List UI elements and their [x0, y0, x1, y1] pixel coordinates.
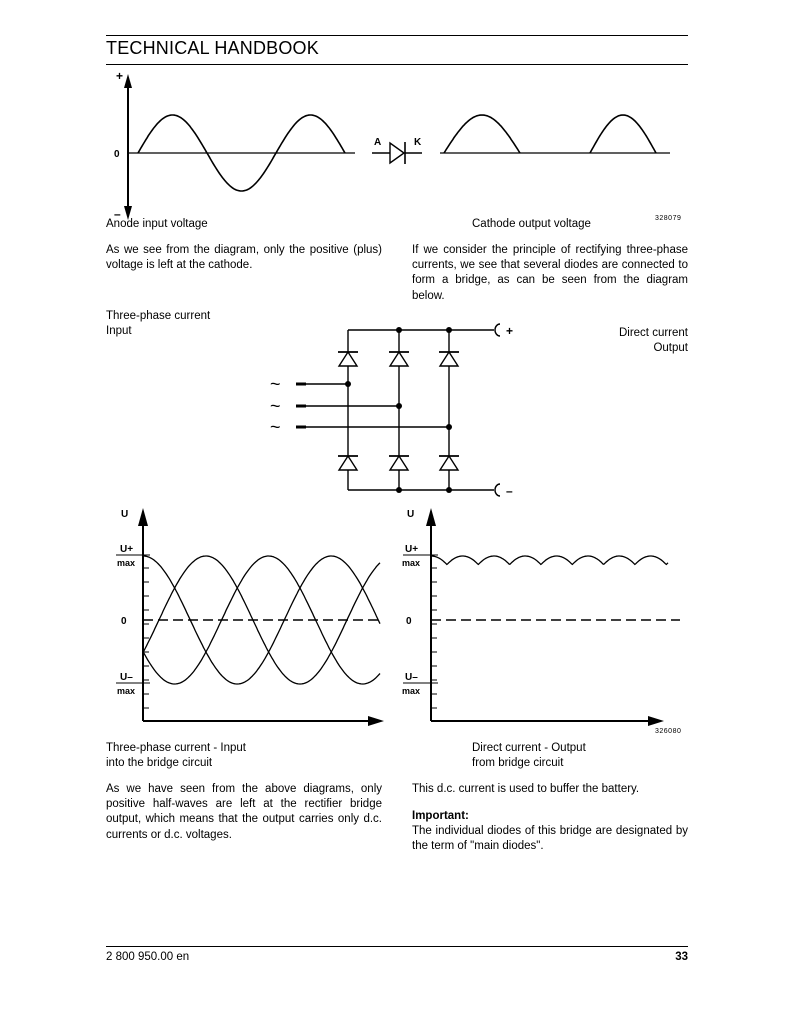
axis-zero-label: 0 — [114, 149, 120, 160]
important-heading: Important: — [412, 810, 469, 822]
paragraph-half-waves: As we have seen from the above diagrams, only positive half-waves are left at the rectifier bridge output, which means that the output carries only d.c. currents or d.c. voltages. — [106, 783, 382, 841]
footer-page-number: 33 — [675, 951, 688, 963]
figure-number-1: 328079 — [655, 215, 682, 222]
anode-label: A — [374, 137, 382, 148]
footer-rule — [106, 946, 688, 947]
important-text: The individual diodes of this bridge are designated by the term of "main diodes". — [412, 825, 688, 853]
input-label-line1: Three-phase current — [106, 310, 211, 322]
caption-anode-input: Anode input voltage — [106, 218, 208, 230]
ac-symbol-phase2: ~ — [270, 396, 281, 416]
left-axis-u: U — [121, 509, 129, 520]
paragraph-cathode-voltage: As we see from the diagram, only the positive (plus) voltage is left at the cathode. — [106, 244, 382, 272]
input-label-line2: Input — [106, 325, 132, 337]
ac-symbol-phase1: ~ — [270, 374, 281, 394]
dc-output-ripple-wave — [431, 556, 668, 564]
left-u-plus: U+ — [120, 544, 134, 555]
paragraph-buffer-battery: This d.c. current is used to buffer the battery. — [412, 783, 640, 795]
caption-three-phase-line1: Three-phase current - Input — [106, 742, 246, 754]
right-u-minus-max: max — [402, 686, 421, 696]
caption-cathode-output: Cathode output voltage — [472, 218, 591, 230]
caption-direct-current-line1: Direct current - Output — [472, 742, 586, 754]
output-label-line2: Output — [653, 342, 688, 354]
right-u-plus-max: max — [402, 558, 421, 568]
left-u-plus-max: max — [117, 558, 136, 568]
right-axis-u: U — [407, 509, 415, 520]
axis-minus-label: – — [114, 207, 121, 221]
page-header-title: TECHNICAL HANDBOOK — [106, 38, 319, 58]
right-u-minus: U– — [405, 672, 418, 683]
terminal-plus-label: + — [506, 324, 514, 338]
figure-number-2: 326080 — [655, 728, 682, 735]
output-label-line1: Direct current — [618, 327, 688, 339]
left-u-minus-max: max — [117, 686, 136, 696]
axis-plus-label: + — [116, 69, 124, 83]
cathode-label: K — [414, 137, 422, 148]
ac-symbol-phase3: ~ — [270, 417, 281, 437]
footer-doc-number: 2 800 950.00 en — [106, 951, 190, 963]
right-zero: 0 — [406, 616, 412, 627]
terminal-minus-label: – — [506, 484, 513, 498]
paragraph-three-phase-bridge: If we consider the principle of rectifying three-phase currents, we see that several diodes are connected to form a bridge, as can be seen from the diagram below. — [412, 244, 688, 302]
left-zero: 0 — [121, 616, 127, 627]
caption-three-phase-line2: into the bridge circuit — [106, 757, 213, 769]
caption-direct-current-line2: from bridge circuit — [472, 757, 564, 769]
right-u-plus: U+ — [405, 544, 419, 555]
left-u-minus: U– — [120, 672, 133, 683]
